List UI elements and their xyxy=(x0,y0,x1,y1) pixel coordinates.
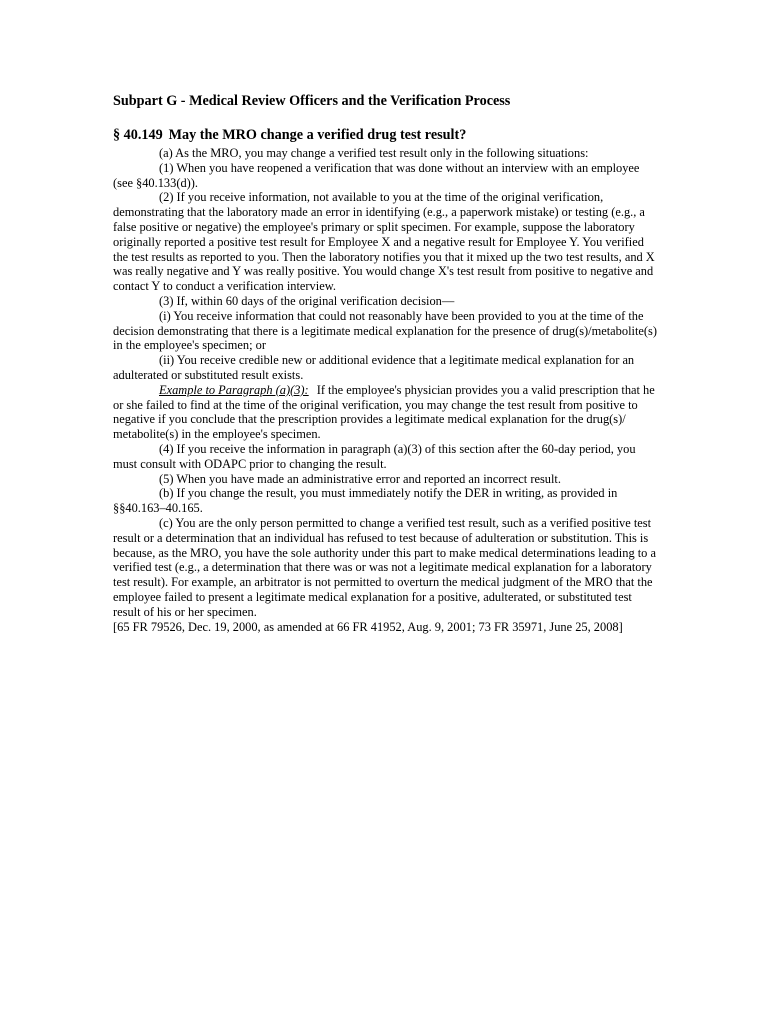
section-body xyxy=(113,146,658,634)
document-content xyxy=(113,92,658,634)
paragraph-a-5: (5) When you have made an administrative error and reported an incorrect result. xyxy=(159,471,561,486)
example-text: If the employee's physician provides you a valid prescription that he or she failed to find at the time of the original verification, you may change the test result from positive to negative if you conclude that the prescription provides a legitimate medical explanation for the drug(s)/ metabolite(s) in the employee's specimen. xyxy=(113,382,655,442)
citation: [65 FR 79526, Dec. 19, 2000, as amended at 66 FR 41952, Aug. 9, 2001; 73 FR 35971, June 25, 2008] xyxy=(113,619,623,634)
paragraph-a-2: (2) If you receive information, not available to you at the time of the original verification, demonstrating that the laboratory made an error in identifying (e.g., a paperwork mistake) or testing (e.g., a false positive or negative) the employee's primary or split specimen. For example, suppose the laboratory originally reported a positive test result for Employee X and a negative result for Employee Y. You verified the test results as reported to you. Then the laboratory notifies you that it mixed up the two test results, and X was really negative and Y was really positive. You would change X's test result from positive to negative and contact Y to conduct a verification interview. xyxy=(113,190,655,294)
example-paragraph xyxy=(113,383,658,442)
paragraph-a-3-ii: (ii) You receive credible new or additional evidence that a legitimate medical explanation for an adulterated or substituted result exists. xyxy=(113,353,635,382)
paragraph-a-4: (4) If you receive the information in paragraph (a)(3) of this section after the 60-day period, you must consult with ODAPC prior to changing the result. xyxy=(113,441,636,471)
paragraph-b: (b) If you change the result, you must immediately notify the DER in writing, as provided in §§40.163–40.165. xyxy=(113,486,618,516)
paragraph-a-3: (3) If, within 60 days of the original verification decision— xyxy=(159,293,455,308)
paragraph-a-1: (1) When you have reopened a verification that was done without an interview with an employee (see §40.133(d)). xyxy=(113,160,640,190)
subpart-heading: Subpart G - Medical Review Officers and the Verification Process xyxy=(113,93,511,109)
example-label: Example to Paragraph (a)(3): xyxy=(159,382,309,397)
section-heading xyxy=(113,126,658,145)
section-number: § 40.149 xyxy=(113,127,163,143)
section-title: May the MRO change a verified drug test result? xyxy=(168,127,467,143)
paragraph-a: (a) As the MRO, you may change a verified test result only in the following situations: xyxy=(159,146,589,160)
paragraph-a-3-i: (i) You receive information that could not reasonably have been provided to you at the time of the decision demonstrating that there is a legitimate medical explanation for the presence of drug(s)/metabolite(s) in the employee's specimen; or xyxy=(113,308,657,353)
paragraph-c: (c) You are the only person permitted to change a verified test result, such as a verified positive test result or a determination that an individual has refused to test because of adulteration or substitution. This is because, as the MRO, you have the sole authority under this part to make medical determinations leading to a verified test (e.g., a determination that there was or was not a legitimate medical explanation for a laboratory test result). For example, an arbitrator is not permitted to overturn the medical judgment of the MRO that the employee failed to present a legitimate medical explanation for a positive, adulterated, or substituted test result of his or her specimen. xyxy=(113,515,656,619)
